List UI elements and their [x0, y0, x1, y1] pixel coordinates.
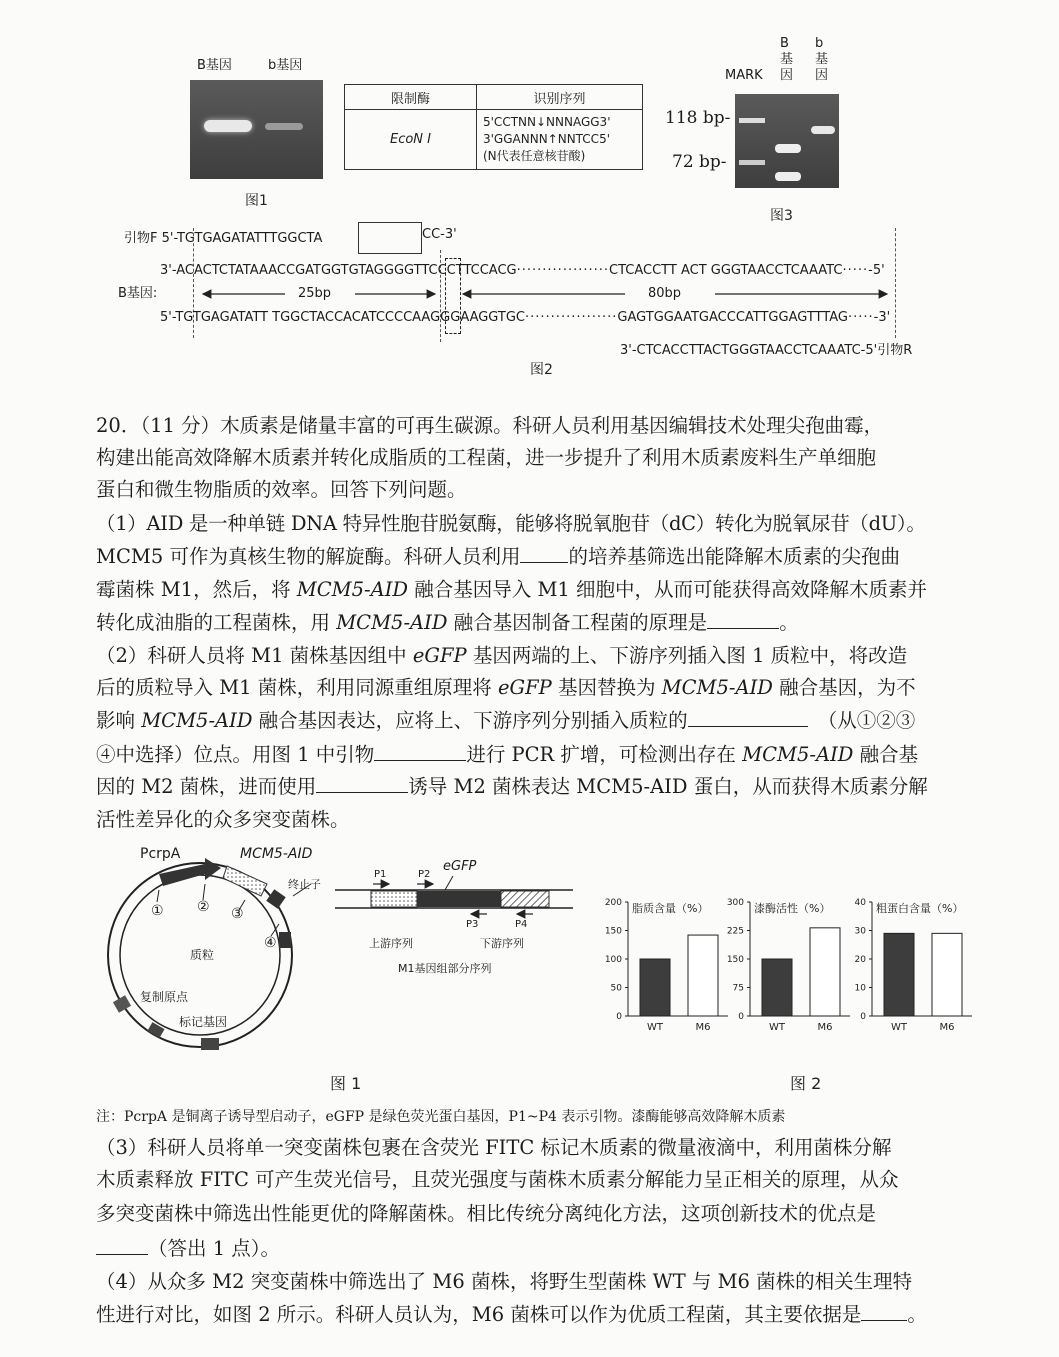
- marker-band-118: [739, 118, 765, 123]
- p1-line-3: [96, 574, 991, 606]
- p3-l4-text: （答出 1 点）。: [148, 1237, 281, 1260]
- strand-top-seq-a: ACACTCTATAAACCGATGGTGTAGGGG: [176, 263, 414, 278]
- site-1: ①: [151, 903, 164, 919]
- primer-F-label: 引物F 5'-: [124, 231, 177, 246]
- p2-l3-b: MCM5-AID: [141, 709, 253, 732]
- answer-blank-6[interactable]: [96, 1232, 148, 1255]
- chart3-tick-label: 40: [854, 898, 866, 908]
- strand-top: 3'-ACACTCTATAAACCGATGGTGTAGGGGTTCCCTTCCACG··················CTCACCTT ACT GGGTAACCTCAAATC·····-5': [160, 263, 885, 278]
- p2-l2-a: 后的质粒导入 M1 菌株，利用同源重组原理将: [96, 676, 498, 699]
- gel-band-b: [265, 123, 303, 130]
- p1-l3-b: MCM5-AID: [296, 578, 409, 601]
- p2-l1-a: （2）科研人员将 M1 菌株基因组中: [96, 644, 413, 667]
- p1-l4-a: 转化成油脂的工程菌株，用: [96, 611, 337, 634]
- answer-blank-1[interactable]: [520, 540, 568, 563]
- length-80bp: 80bp: [648, 286, 682, 301]
- recognition-note: (N代表任意核苷酸): [483, 149, 586, 163]
- downstream-label: 下游序列: [480, 937, 524, 950]
- fig2-bottom-caption: 图 2: [790, 1074, 822, 1093]
- size-118bp: 118 bp-: [665, 108, 731, 128]
- promoter-label: PcrpA: [140, 846, 181, 862]
- chart2-category-label: WT: [769, 1022, 785, 1033]
- p2-l2-e: 融合基因，为不: [772, 676, 916, 699]
- p2-l3-a: 影响: [96, 709, 142, 732]
- chart2-bar-wt: [762, 959, 792, 1016]
- answer-blank-7[interactable]: [861, 1298, 907, 1321]
- p1-l4-b: MCM5-AID: [336, 611, 448, 634]
- site-3: ③: [231, 906, 244, 922]
- lane-label-b-gene: b 基 因: [815, 36, 829, 83]
- chart1-tick-label: 0: [616, 1012, 622, 1022]
- chart3-bar-m6: [932, 933, 962, 1016]
- chart3-tick-label: 20: [854, 955, 866, 965]
- bracket-right: [895, 228, 896, 338]
- chart3-tick-label: 10: [854, 983, 866, 994]
- bar-charts: [600, 890, 1000, 1050]
- p2-l5-a: 因的 M2 菌株，进而使用: [96, 775, 317, 798]
- primer-P1-label: P1: [374, 869, 387, 880]
- chart1-bar-wt: [640, 959, 670, 1016]
- answer-blank-5[interactable]: [316, 770, 408, 793]
- terminator-block: [266, 889, 285, 908]
- strand-bottom: 5'-TGTGAGATATT TGGCTACCACATCCCCAAGGGAAGGTGC··················GAGTGGAATGACCCATTGGAGTTTAG·····-3': [160, 310, 891, 325]
- plasmid-label: 质粒: [190, 948, 215, 962]
- promoter-arrow: [159, 858, 221, 886]
- recognition-seq-2: 3'GGANNN↑NNTCC5': [483, 132, 610, 146]
- upstream-label: 上游序列: [369, 937, 413, 950]
- chart2-category-label: M6: [817, 1022, 833, 1033]
- site-4: ④: [264, 935, 277, 951]
- p2-l4-d: 融合基: [853, 743, 919, 766]
- p2-l3-d: （从①②③: [817, 709, 916, 732]
- chart1-bar-m6: [688, 935, 718, 1016]
- enzyme-header: 限制酶: [345, 85, 477, 110]
- plasmid-figure: [95, 840, 595, 1070]
- p2-l4-c: MCM5-AID: [742, 743, 854, 766]
- lane-label-B-gene: B 基 因: [780, 36, 794, 83]
- answer-blank-4[interactable]: [374, 738, 466, 761]
- primer-F: [124, 227, 322, 246]
- chart1-title: 脂质含量（%）: [632, 902, 709, 915]
- chart3-category-label: M6: [939, 1022, 955, 1033]
- upstream-seq-box: [371, 891, 417, 907]
- p2-l3-c: 融合基因表达，应将上、下游序列分别插入质粒的: [252, 709, 688, 732]
- size-72bp: 72 bp-: [672, 152, 727, 172]
- marker-label: MARK: [725, 68, 763, 83]
- fusion-gene-region: [223, 866, 267, 896]
- strand-bottom-seq-c: GAGTGGAATGACCCATTGGAGTTTAG: [617, 310, 848, 325]
- p1-line-2: [96, 540, 991, 573]
- terminator-label: 终止子: [288, 878, 321, 891]
- chart1-category-label: M6: [695, 1022, 711, 1033]
- strand-bottom-seq-a: TGTGAGATATT TGGCTACCACATCCCC: [175, 310, 413, 325]
- p2-l4-a: ④中选择）位点。用图 1 中引物: [96, 743, 375, 766]
- gel-image-fig3: [735, 94, 839, 188]
- fig1-lane-label-b: b基因: [268, 58, 303, 73]
- strand-top-end: -5': [868, 263, 885, 278]
- p2-l5-b: 诱导 M2 菌株表达 MCM5-AID 蛋白，从而获得木质素分解: [408, 775, 928, 798]
- p3-line-2: 木质素释放 FITC 可产生荧光信号，且荧光强度与菌株木质素分解能力呈正相关的原理，从众: [96, 1168, 899, 1191]
- p3-line-1: （3）科研人员将单一突变菌株包裹在含荧光 FITC 标记木质素的微量液滴中，利用菌株分解: [96, 1136, 892, 1159]
- marker-band-72: [739, 160, 765, 165]
- egfp-label: eGFP: [443, 859, 477, 874]
- gel-band-B: [204, 120, 252, 132]
- chart1-tick-label: 50: [610, 983, 622, 994]
- p1-line-4: [96, 606, 991, 639]
- fusion-gene-label: MCM5-AID: [240, 846, 313, 862]
- p2-l1-b: eGFP: [412, 644, 467, 667]
- egfp-box: [417, 891, 501, 907]
- chart3-tick-label: 0: [860, 1012, 866, 1022]
- p3-line-3: 多突变菌株中筛选出性能更优的降解菌株。相比传统分离纯化方法，这项创新技术的优点是: [96, 1202, 877, 1225]
- p1-line-1: （1）AID 是一种单链 DNA 特异性胞苷脱氨酶，能够将脱氧胞苷（dC）转化为脱氧尿苷（dU）。: [96, 512, 926, 535]
- fig3-caption: 图3: [770, 208, 793, 224]
- q20-line-1: 20．（11 分）木质素是储量丰富的可再生碳源。科研人员利用基因编辑技术处理尖孢曲霉，: [96, 414, 884, 437]
- primer-F-seq: TGTGAGATATTTGGCTA: [176, 231, 323, 246]
- ring-block-right: [279, 932, 291, 948]
- b-band: [811, 126, 835, 134]
- primer-P2-label: P2: [418, 869, 431, 880]
- primer-R-seq: 3'-CTCACCTTACTGGGTAACCTCAAATC-5': [620, 343, 878, 358]
- p4-l2-a: 性进行对比，如图 2 所示。科研人员认为，M6 菌株可以作为优质工程菌，其主要依据是: [96, 1303, 862, 1326]
- B-band-lower: [775, 172, 801, 181]
- p2-l2-c: 基因替换为: [551, 676, 662, 699]
- fig2-caption: 图2: [530, 362, 553, 378]
- answer-blank-2[interactable]: [707, 606, 779, 629]
- marker-gene-label: 标记基因: [179, 1015, 228, 1029]
- enzyme-name: EcoN I: [345, 110, 477, 170]
- strand-bottom-seq-b: AAGGGAAGGTGC: [412, 310, 526, 325]
- genome-label: M1基因组部分序列: [398, 962, 492, 975]
- primer-R: [620, 339, 912, 358]
- site-2: ②: [197, 899, 210, 915]
- chart2-tick-label: 75: [732, 983, 744, 994]
- sequence-header: 识别序列: [477, 85, 643, 110]
- p2-line-4: [96, 738, 991, 771]
- answer-blank-3[interactable]: [688, 704, 808, 727]
- marker-block: [201, 1038, 219, 1050]
- p2-line-3: [96, 704, 991, 737]
- marker-block-2: [147, 1022, 164, 1038]
- origin-block: [113, 995, 131, 1012]
- gel-image-fig1: [190, 80, 323, 179]
- primer-P3-label: P3: [466, 919, 479, 930]
- chart3-category-label: WT: [891, 1022, 907, 1033]
- p1-l4-c: 融合基因制备工程菌的原理是: [447, 611, 708, 634]
- chart2-tick-label: 0: [738, 1012, 744, 1022]
- chart1-tick-label: 150: [604, 926, 622, 937]
- primer-F-blank-box: [358, 222, 422, 254]
- gene-B-label: B基因:: [118, 286, 158, 301]
- p2-line-2: [96, 672, 991, 704]
- strand-bottom-start: 5'-: [160, 310, 176, 325]
- p2-line-6: 活性差异化的众多突变菌株。: [96, 808, 350, 831]
- p1-l3-a: 霉菌株 M1，然后，将: [96, 578, 297, 601]
- chart3-tick-label: 30: [854, 926, 866, 937]
- chart1-tick-label: 100: [604, 955, 622, 965]
- p1-l4-d: 。: [779, 611, 799, 634]
- chart1-category-label: WT: [647, 1022, 663, 1033]
- strand-top-start: 3'-: [160, 263, 177, 278]
- chart2-tick-label: 225: [726, 926, 744, 937]
- p1-l2-b: 的培养基筛选出能降解木质素的尖孢曲: [568, 545, 900, 568]
- primer-P4-label: P4: [515, 919, 528, 930]
- p2-l2-d: MCM5-AID: [661, 676, 773, 699]
- q20-line-2: 构建出能高效降解木质素并转化成脂质的工程菌，进一步提升了利用木质素废料生产单细胞: [96, 446, 877, 469]
- fig1-caption: 图1: [245, 193, 268, 209]
- length-25bp: 25bp: [298, 286, 332, 301]
- B-band-upper: [775, 144, 801, 153]
- chart3-title: 粗蛋白含量（%）: [876, 902, 964, 915]
- strand-top-seq-b: TTCCCTTCCACG: [413, 263, 517, 278]
- p2-line-5: [96, 770, 991, 803]
- strand-top-seq-c: CTCACCTT ACT GGGTAACCTCAAATC: [609, 263, 843, 278]
- chart2-bar-m6: [810, 928, 840, 1016]
- primer-R-label: 引物R: [877, 343, 913, 358]
- p2-l2-b: eGFP: [497, 676, 552, 699]
- p3-line-4: [96, 1232, 991, 1265]
- p2-l1-c: 基因两端的上、下游序列插入图 1 质粒中，将改造: [466, 644, 908, 667]
- p1-l3-c: 融合基因导入 M1 细胞中，从而可能获得高效降解木质素并: [408, 578, 928, 601]
- fig1-lane-label-B: B基因: [197, 58, 232, 73]
- enzyme-table: [344, 84, 643, 170]
- recognition-seq-1: 5'CCTNN↓NNNAGG3': [483, 115, 611, 129]
- downstream-seq-box: [501, 891, 549, 907]
- chart2-title: 漆酶活性（%）: [754, 902, 831, 915]
- origin-label: 复制原点: [140, 990, 189, 1004]
- q20-line-3: 蛋白和微生物脂质的效率。回答下列问题。: [96, 478, 467, 501]
- primer-F-end: CC-3': [422, 227, 457, 242]
- p4-l2-b: 。: [907, 1303, 927, 1326]
- chart3-bar-wt: [884, 933, 914, 1016]
- chart2-tick-label: 150: [726, 955, 744, 965]
- figure-note: 注：PcrpA 是铜离子诱导型启动子，eGFP 是绿色荧光蛋白基因，P1~P4 表示引物。漆酶能够高效降解木质素: [96, 1109, 786, 1125]
- p4-line-1: （4）从众多 M2 突变菌株中筛选出了 M6 菌株，将野生型菌株 WT 与 M6 菌株的相关生理特: [96, 1270, 913, 1293]
- fig1-bottom-caption: 图 1: [330, 1074, 362, 1093]
- p1-l2-a: MCM5 可作为真核生物的解旋酶。科研人员利用: [96, 545, 521, 568]
- p2-l4-b: 进行 PCR 扩增，可检测出存在: [466, 743, 743, 766]
- chart2-tick-label: 300: [726, 898, 744, 908]
- p2-line-1: [96, 640, 991, 672]
- strand-bottom-end: -3': [873, 310, 891, 325]
- p4-line-2: [96, 1298, 991, 1331]
- chart1-tick-label: 200: [604, 898, 622, 908]
